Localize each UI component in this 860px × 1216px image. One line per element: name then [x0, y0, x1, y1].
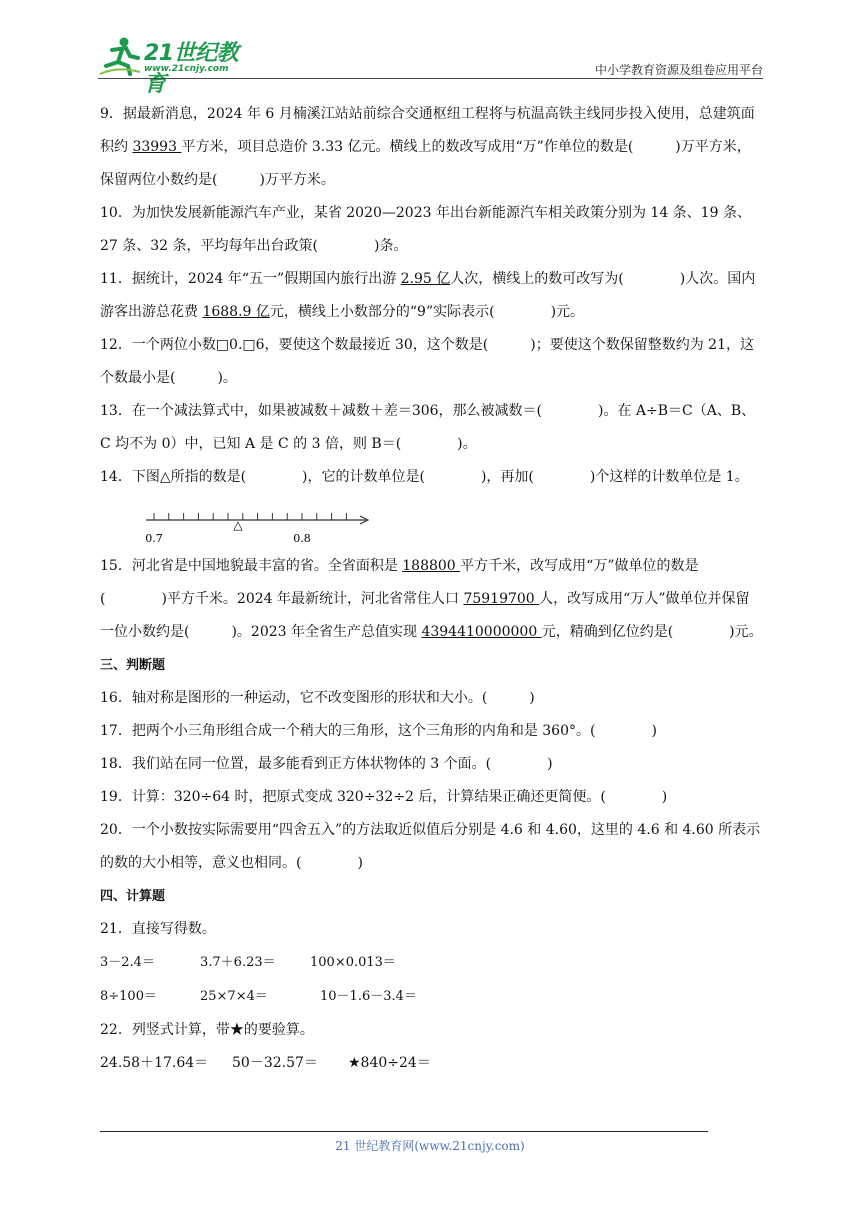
logo-text: 21世纪教育: [144, 41, 239, 97]
question-19: 19．计算：320÷64 时，把原式变成 320÷32÷2 后，计算结果正确还更简便。( ): [100, 789, 668, 805]
runner-logo-icon: [98, 36, 142, 76]
underlined-number: 4394410000000: [421, 624, 542, 640]
calc-item: 3－2.4＝: [100, 955, 155, 970]
underlined-number: 75919700: [463, 591, 540, 607]
question-13: 13．在一个减法算式中，如果被减数＋减数＋差＝306，那么被减数＝( )。在 A÷B＝C（A、B、C 均不为 0）中，已知 A 是 C 的 3 倍，则 B＝( )。: [100, 403, 756, 452]
calc-item: 100×0.013＝: [310, 955, 396, 970]
calc-item: 24.58＋17.64＝: [100, 1055, 209, 1071]
calc-item: 25×7×4＝: [200, 989, 268, 1004]
number-line-axis: [146, 516, 368, 524]
question-14: 14．下图△所指的数是( )，它的计数单位是( )，再加( )个这样的计数单位是 1。: [100, 469, 749, 485]
question-17: 17．把两个小三角形组合成一个稍大的三角形，这个三角形的内角和是 360°。( ): [100, 723, 657, 739]
question-12: 12．一个两位小数□0.□6，要使这个数最接近 30，这个数是( )；要使这个数保留整数约为 21，这个数最小是( )。: [100, 337, 754, 386]
question-9: 9．据最新消息，2024 年 6 月楠溪江站站前综合交通枢纽工程将与杭温高铁主线同步投入使用，总建筑面积约 33993 平方米，项目总造价 3.33 亿元。横线上的数改写成用“万”作单位的数是( )万平方米，保留两位小数约是( )万平方米。: [100, 106, 755, 188]
section-heading-true-false: 三、判断题: [100, 658, 166, 673]
calc-item: 3.7＋6.23＝: [200, 955, 276, 970]
question-21: 21．直接写得数。: [100, 921, 216, 937]
underlined-number: 33993: [132, 139, 182, 155]
header-platform-text: 中小学教育资源及组卷应用平台: [594, 63, 763, 77]
calc-row-2: [100, 980, 763, 1014]
section-heading-calculation: 四、计算题: [100, 889, 166, 904]
question-20: 20．一个小数按实际需要用“四舍五入”的方法取近似值后分别是 4.6 和 4.60，这里的 4.6 和 4.60 所表示的数的大小相等，意义也相同。( ): [100, 822, 761, 871]
header-divider: [98, 78, 763, 79]
triangle-marker-icon: △: [233, 518, 243, 532]
calc-item: 50－32.57＝: [232, 1055, 318, 1071]
question-15: 15．河北省是中国地貌最丰富的省。全省面积是 188800 平方千米，改写成用“万”做单位的数是( )平方千米。2024 年最新统计，河北省常住人口 75919700 人，改写成用“万人”做单位并保留一位小数约是( )。2023 年全省生产总值实现 4394410000000 元，精确到亿位约是( )元。: [100, 558, 763, 640]
calc-item: 10－1.6－3.4＝: [320, 989, 417, 1004]
footer-divider: [100, 1131, 708, 1132]
underlined-number: 2.95 亿: [400, 271, 451, 287]
underlined-number: 1688.9 亿: [202, 304, 270, 320]
number-line: [100, 494, 763, 550]
number-line-ticks: [154, 513, 346, 520]
question-11: 11．据统计，2024 年“五一”假期国内旅行出游 2.95 亿人次，横线上的数可改写为( )人次。国内游客出游总花费 1688.9 亿元，横线上小数部分的“9”实际表示( )元。: [100, 271, 756, 320]
page-header: [98, 34, 763, 97]
question-22: 22．列竖式计算，带★的要验算。: [100, 1022, 314, 1038]
footer-text: 21 世纪教育网(www.21cnjy.com): [335, 1139, 525, 1153]
logo-url: www.21cnjy.com: [144, 64, 229, 74]
calc-item: 8÷100＝: [100, 989, 157, 1004]
underlined-number: 188800: [402, 558, 461, 574]
tick-label-right: 0.8: [293, 532, 311, 545]
tick-label-left: 0.7: [145, 532, 163, 545]
question-16: 16．轴对称是图形的一种运动，它不改变图形的形状和大小。( ): [100, 690, 535, 706]
question-10: 10．为加快发展新能源汽车产业，某省 2020—2023 年出台新能源汽车相关政策分别为 14 条、19 条、27 条、32 条，平均每年出台政策( )条。: [100, 205, 751, 254]
question-18: 18．我们站在同一位置，最多能看到正方体状物体的 3 个面。( ): [100, 756, 553, 772]
worksheet-content: [100, 98, 763, 1081]
calc-row-1: [100, 946, 763, 980]
calc-row-3: [100, 1047, 763, 1081]
logo: [98, 34, 258, 97]
calc-item: ★840÷24＝: [348, 1055, 431, 1071]
